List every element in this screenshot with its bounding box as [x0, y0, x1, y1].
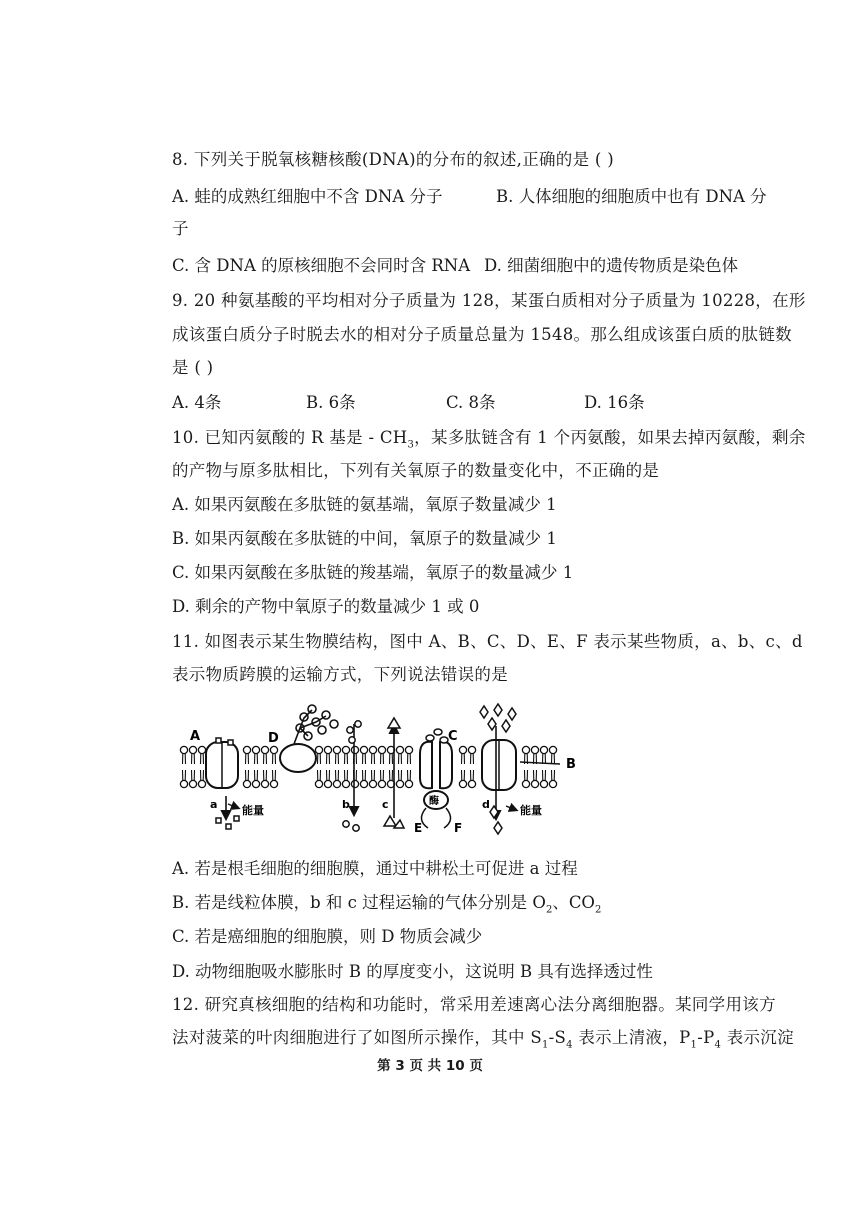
q10-option-b: B. 如果丙氨酸在多肽链的中间，氧原子的数量减少 1	[172, 529, 557, 548]
phospholipid-inner	[378, 770, 385, 788]
phospholipid-inner	[522, 770, 529, 788]
page-footer: 第 3 页 共 10 页	[377, 1058, 483, 1074]
sugar-chain	[294, 705, 338, 744]
phospholipid-outer	[261, 746, 268, 764]
label-D: D	[268, 731, 279, 746]
phospholipid-inner	[531, 770, 538, 788]
label-C: C	[448, 729, 458, 744]
phospholipid-outer	[351, 746, 358, 764]
q9-stem-line3: 是 ( )	[172, 358, 214, 377]
phospholipid-inner	[333, 770, 340, 788]
q10-option-d: D. 剩余的产物中氧原子的数量减少 1 或 0	[172, 597, 480, 616]
phospholipid-outer	[468, 746, 475, 764]
q8-option-b: B. 人体细胞的细胞质中也有 DNA 分	[496, 187, 767, 206]
label-a: a	[210, 798, 218, 811]
label-E: E	[414, 821, 423, 835]
q9-option-b: B. 6条	[306, 393, 356, 412]
q8-option-c: C. 含 DNA 的原核细胞不会同时含 RNA	[172, 256, 471, 275]
phospholipid-inner	[315, 770, 322, 788]
phospholipid-inner	[459, 770, 466, 788]
phospholipid-inner	[405, 770, 412, 788]
q12-stem-line1: 12. 研究真核细胞的结构和功能时，常采用差速离心法分离细胞器。某同学用该方	[172, 995, 776, 1014]
q8-option-a: A. 蛙的成熟红细胞中不含 DNA 分子	[172, 187, 443, 206]
q8-option-d: D. 细菌细胞中的遗传物质是染色体	[484, 256, 739, 275]
phospholipid-outer	[324, 746, 331, 764]
phospholipid-inner	[351, 770, 358, 788]
phospholipid-inner	[396, 770, 403, 788]
q11-option-b: B. 若是线粒体膜，b 和 c 过程运输的气体分别是 $O_2$、$CO_2$	[172, 893, 602, 916]
phospholipid-outer	[333, 746, 340, 764]
phospholipid-inner	[252, 770, 259, 788]
phospholipid-inner	[342, 770, 349, 788]
label-B: B	[566, 757, 576, 772]
phospholipid-outer	[531, 746, 538, 764]
phospholipid-inner	[198, 770, 205, 788]
q11-option-d: D. 动物细胞吸水膨胀时 B 的厚度变小，这说明 B 具有选择透过性	[172, 962, 653, 981]
phospholipid-inner	[324, 770, 331, 788]
phospholipid-outer	[459, 746, 466, 764]
q11-stem-line1: 11. 如图表示某生物膜结构，图中 A、B、C、D、E、F 表示某些物质，a、b、c、d	[172, 632, 803, 651]
phospholipid-outer	[180, 746, 187, 764]
phospholipid-outer	[522, 746, 529, 764]
q9-stem-line1: 9. 20 种氨基酸的平均相对分子质量为 128，某蛋白质相对分子质量为 10228，在形	[172, 291, 806, 310]
q10-stem-line1: 10. 已知丙氨酸的 R 基是 - $CH_3$，某多肽链含有 1 个丙氨酸，如果去掉丙氨酸，剩余	[172, 428, 806, 451]
label-b: b	[342, 798, 350, 811]
phospholipid-outer	[252, 746, 259, 764]
label-c: c	[382, 798, 389, 811]
phospholipid-outer	[369, 746, 376, 764]
phospholipid-inner	[360, 770, 367, 788]
phospholipid-outer	[243, 746, 250, 764]
q12-stem-line2: 法对菠菜的叶肉细胞进行了如图所示操作，其中 $S_1-S_4$ 表示上清液，$P_1-P_4$ 表示沉淀	[172, 1028, 794, 1051]
phospholipid-outer	[378, 746, 385, 764]
q10-option-c: C. 如果丙氨酸在多肽链的羧基端，氧原子的数量减少 1	[172, 563, 574, 582]
q11-option-c: C. 若是癌细胞的细胞膜，则 D 物质会减少	[172, 927, 483, 946]
phospholipid-inner	[189, 770, 196, 788]
phospholipid-inner	[180, 770, 187, 788]
phospholipid-outer	[189, 746, 196, 764]
q9-stem-line2: 成该蛋白质分子时脱去水的相对分子质量总量为 1548。那么组成该蛋白质的肽链数	[172, 325, 792, 344]
label-F: F	[454, 821, 463, 835]
glycoprotein-d	[280, 744, 316, 772]
membrane-figure	[176, 696, 616, 846]
label-energy-1: 能量	[242, 804, 264, 817]
phospholipid-inner	[468, 770, 475, 788]
q8-option-b-wrap: 子	[172, 219, 189, 238]
label-enzyme: 酶	[429, 796, 439, 807]
q11-option-a: A. 若是根毛细胞的细胞膜，通过中耕松土可促进 a 过程	[172, 859, 578, 878]
phospholipid-outer	[360, 746, 367, 764]
phospholipid-outer	[540, 746, 547, 764]
label-d: d	[482, 798, 490, 811]
label-energy-2: 能量	[520, 804, 542, 817]
phospholipid-inner	[261, 770, 268, 788]
phospholipid-inner	[540, 770, 547, 788]
phospholipid-outer	[405, 746, 412, 764]
q9-option-d: D. 16条	[584, 393, 645, 412]
phospholipid-inner	[270, 770, 277, 788]
label-A: A	[190, 729, 201, 744]
phospholipid-inner	[369, 770, 376, 788]
q11-stem-line2: 表示物质跨膜的运输方式，下列说法错误的是	[172, 665, 508, 684]
phospholipid-outer	[396, 746, 403, 764]
q8-stem: 8. 下列关于脱氧核糖核酸(DNA)的分布的叙述,正确的是 ( )	[172, 150, 614, 169]
phospholipid-outer	[198, 746, 205, 764]
q9-option-a: A. 4条	[172, 393, 222, 412]
phospholipid-inner	[243, 770, 250, 788]
phospholipid-inner	[549, 770, 556, 788]
q9-option-c: C. 8条	[446, 393, 496, 412]
phospholipid-outer	[270, 746, 277, 764]
q10-stem-line2: 的产物与原多肽相比，下列有关氧原子的数量变化中，不正确的是	[172, 461, 660, 480]
q10-option-a: A. 如果丙氨酸在多肽链的氨基端，氧原子数量减少 1	[172, 495, 557, 514]
channel-protein-c	[420, 742, 452, 789]
phospholipid-outer	[342, 746, 349, 764]
phospholipid-outer	[549, 746, 556, 764]
